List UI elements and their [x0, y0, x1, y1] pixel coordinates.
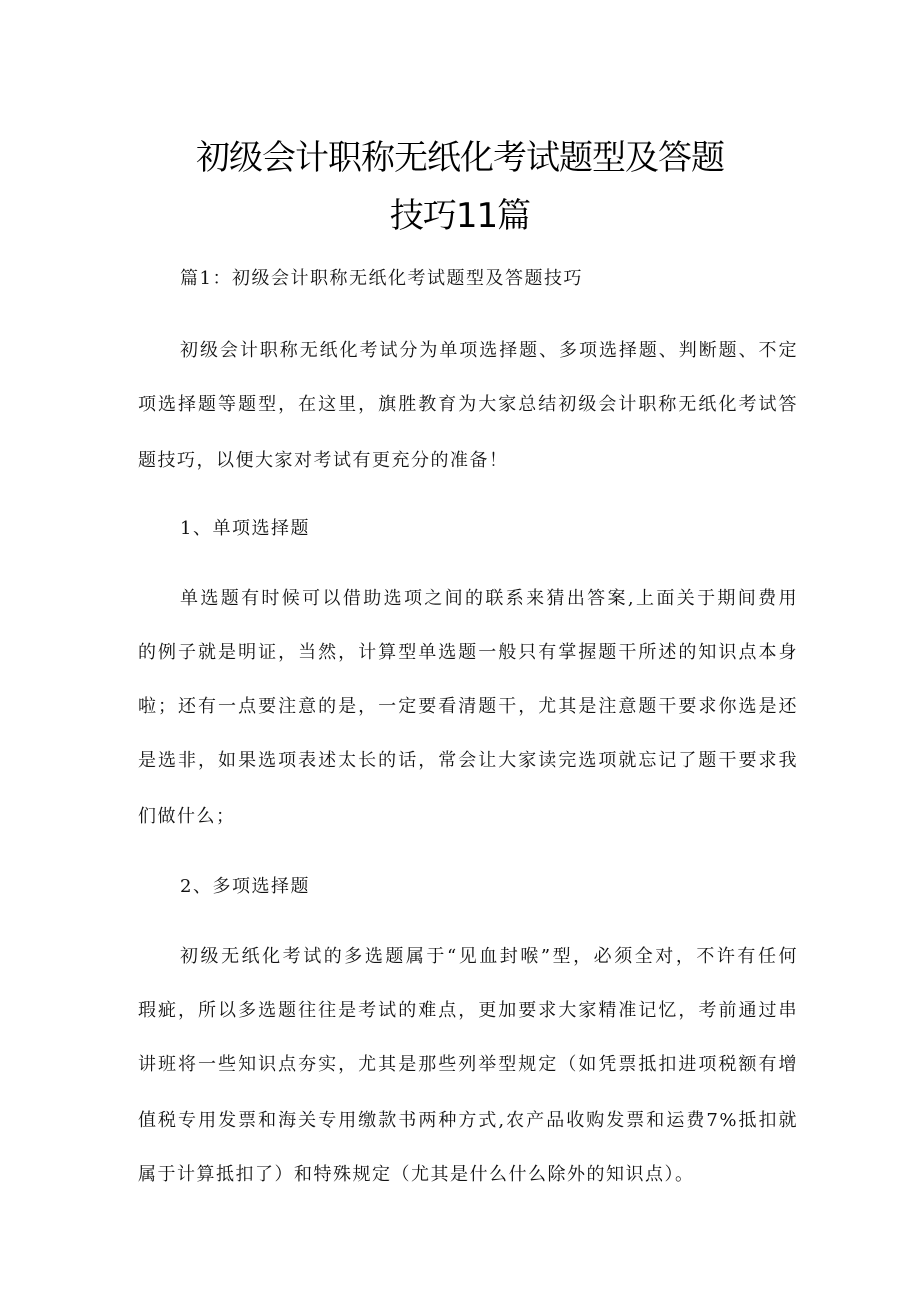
- section-2-paragraph-line: 瑕疵，所以多选题往往是考试的难点，更加要求大家精准记忆，考前通过串: [138, 1000, 798, 1021]
- section-1-paragraph-line: 们做什么；: [138, 806, 236, 827]
- section-2-paragraph-line: 属于计算抵扣了）和特殊规定（尤其是什么什么除外的知识点）。: [138, 1164, 695, 1185]
- intro-paragraph-line: 项选择题等题型，在这里，旗胜教育为大家总结初级会计职称无纸化考试答: [138, 394, 798, 415]
- section-2-paragraph-line: 值税专用发票和海关专用缴款书两种方式,农产品收购发票和运费7%抵扣就: [138, 1110, 798, 1131]
- section-1-paragraph-line: 单选题有时候可以借助选项之间的联系来猜出答案,上面关于期间费用: [180, 588, 798, 609]
- document-title-line-1: 初级会计职称无纸化考试题型及答题: [196, 138, 724, 178]
- section-1-paragraph-line: 的例子就是明证，当然，计算型单选题一般只有掌握题干所述的知识点本身: [138, 642, 798, 663]
- document-title-line-2: 技巧11篇: [389, 196, 531, 236]
- section-1-paragraph-line: 是选非，如果选项表述太长的话，常会让大家读完选项就忘记了题干要求我: [138, 750, 798, 771]
- section-2-paragraph-line: 初级无纸化考试的多选题属于“见血封喉”型，必须全对，不许有任何: [180, 946, 798, 967]
- section-1-paragraph-line: 啦；还有一点要注意的是，一定要看清题干，尤其是注意题干要求你选是还: [138, 696, 798, 717]
- article-heading: 篇1：初级会计职称无纸化考试题型及答题技巧: [180, 268, 583, 289]
- intro-paragraph-line: 题技巧，以便大家对考试有更充分的准备！: [138, 450, 509, 471]
- section-2-heading: 2、多项选择题: [180, 876, 310, 897]
- section-1-heading: 1、单项选择题: [180, 518, 310, 539]
- section-2-paragraph-line: 讲班将一些知识点夯实，尤其是那些列举型规定（如凭票抵扣进项税额有增: [138, 1054, 798, 1075]
- intro-paragraph-line: 初级会计职称无纸化考试分为单项选择题、多项选择题、判断题、不定: [180, 340, 798, 361]
